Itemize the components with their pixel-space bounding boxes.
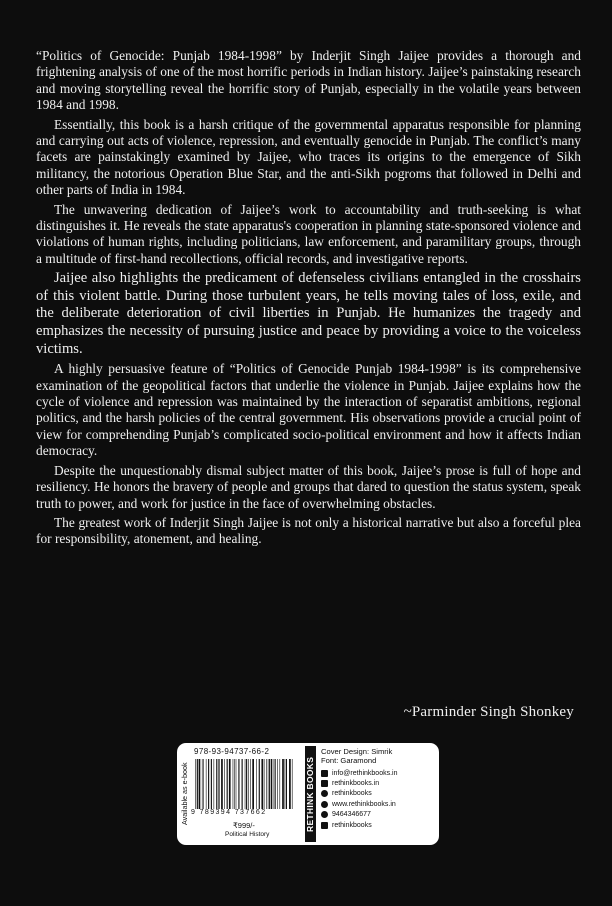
- publisher-logo: RETHINK BOOKS: [305, 746, 316, 842]
- isbn-number: 978-93-94737-66-2: [194, 747, 270, 756]
- subject-label: Political History: [225, 831, 270, 838]
- blurb-text: [36, 48, 581, 551]
- youtube-icon: [321, 822, 328, 829]
- ebook-availability-label: Available as e-book: [180, 762, 189, 826]
- contact-row-whatsapp: [321, 810, 397, 820]
- font-credit: Font: Garamond: [321, 756, 377, 766]
- barcode-digits: 9 789394 737662: [191, 809, 267, 816]
- cover-design-credit: Cover Design: Simrik: [321, 747, 393, 756]
- mail-icon: [321, 770, 328, 777]
- contact-email: info@rethinkbooks.in: [332, 769, 398, 777]
- isbn-barcode: [194, 759, 294, 809]
- contact-row-youtube: [321, 820, 397, 830]
- contact-instagram: rethinkbooks.in: [332, 780, 380, 788]
- globe-icon: [321, 801, 328, 808]
- whatsapp-icon: [321, 811, 328, 818]
- contact-website: www.rethinkbooks.in: [332, 800, 396, 808]
- contact-facebook: rethinkbooks: [332, 790, 372, 798]
- blurb-paragraph-5: A highly persuasive feature of “Politics of Genocide Punjab 1984-1998” is its comprehensive examination of the geopolitical factors that underlie the violence in Punjab. Jaijee explains how the cycle of violence and repression was maintained by the interaction of separatist ambitions, regional politics, and the harsh policies of the central government. His observations provide a crucial point of view for comprehending Punjab’s complicated socio-political environment and how it affects Indian democracy.: [36, 361, 581, 459]
- blurb-paragraph-6: Despite the unquestionably dismal subject matter of this book, Jaijee’s prose is full of hope and resiliency. He honors the bravery of people and groups that dared to question the status system, speak truth to power, and work for justice in the face of overwhelming obstacles.: [36, 462, 581, 511]
- blurb-paragraph-1: “Politics of Genocide: Punjab 1984-1998” by Inderjit Singh Jaijee provides a thorough and frightening analysis of one of the most horrific periods in Indian history. Jaijee’s painstaking research and moving storytelling reveal the horrific story of Punjab, especially in the volatile years between 1984 and 1998.: [36, 48, 581, 113]
- cover-credits: [321, 747, 392, 765]
- instagram-icon: [321, 780, 328, 787]
- contact-whatsapp: 9464346677: [332, 811, 371, 819]
- contact-row-website: [321, 799, 397, 809]
- isbn-panel: [177, 743, 439, 845]
- reviewer-signature: ~Parminder Singh Shonkey: [403, 704, 574, 720]
- blurb-paragraph-3: The unwavering dedication of Jaijee’s work to accountability and truth-seeking is what distinguishes it. He reveals the state apparatus's cooperation in planning state-sponsored violence and violations of human rights, including politicians, law enforcement, and paramilitary groups, through a multitude of first-hand recollections, official records, and investigative reports.: [36, 201, 581, 266]
- contact-row-email: [321, 768, 397, 778]
- contact-row-facebook: [321, 789, 397, 799]
- blurb-paragraph-4: Jaijee also highlights the predicament of defenseless civilians entangled in the crosshairs of this violent battle. During those turbulent years, he tells moving tales of loss, exile, and the deliberate deterioration of civil liberties in Punjab. He humanizes the tragedy and emphasizes the necessity of pursuing justice and peace by providing a voice to the voiceless victims.: [36, 270, 581, 357]
- price-label: ₹999/-: [233, 821, 255, 830]
- contact-list: [321, 768, 397, 830]
- blurb-paragraph-2: Essentially, this book is a harsh critique of the governmental apparatus responsible for planning and carrying out acts of violence, repression, and eventually genocide in Punjab. The conflict’s many facets are painstakingly examined by Jaijee, who traces its origins to the emergence of Sikh militancy, the notorious Operation Blue Star, and the anti-Sikh pogroms that followed in Delhi and other parts of India in 1984.: [36, 116, 581, 198]
- contact-youtube: rethinkbooks: [332, 821, 372, 829]
- contact-row-instagram: [321, 778, 397, 788]
- facebook-icon: [321, 790, 328, 797]
- blurb-paragraph-7: The greatest work of Inderjit Singh Jaijee is not only a historical narrative but also a forceful plea for responsibility, atonement, and healing.: [36, 514, 581, 547]
